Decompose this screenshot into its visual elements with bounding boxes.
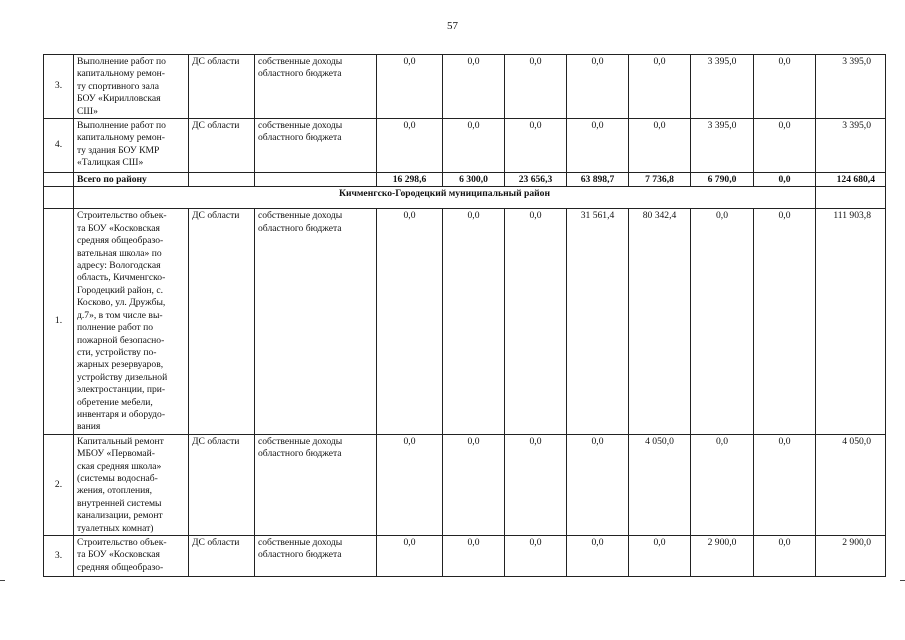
table-row: [44, 119, 886, 173]
value-cell: 23 656,3: [505, 173, 567, 187]
value-cell: 80 342,4: [629, 209, 691, 434]
value-cell: 0,0: [691, 434, 754, 535]
value-cell: 0,0: [505, 209, 567, 434]
value-cell: 0,0: [377, 209, 443, 434]
value-cell: 0,0: [629, 536, 691, 577]
value-cell: 6 300,0: [443, 173, 505, 187]
table-row: [44, 434, 886, 535]
value-cell: 0,0: [377, 55, 443, 119]
value-cell: 0,0: [505, 536, 567, 577]
value-cell: 0,0: [377, 434, 443, 535]
value-cell: 0,0: [443, 55, 505, 119]
budget-table-body: [44, 55, 886, 577]
item-number: 3.: [44, 536, 74, 577]
value-cell: 0,0: [754, 55, 816, 119]
source-cell: собственные доходы областного бюджета: [255, 434, 377, 535]
value-cell: 0,0: [754, 119, 816, 173]
value-cell: 0,0: [443, 434, 505, 535]
value-cell: 0,0: [443, 119, 505, 173]
value-cell: 0,0: [443, 536, 505, 577]
section-blank-cell: [44, 187, 74, 209]
customer-cell: [189, 173, 255, 187]
page-number: 57: [447, 20, 458, 32]
source-cell: собственные доходы областного бюджета: [255, 209, 377, 434]
value-cell: 31 561,4: [567, 209, 629, 434]
value-cell: 0,0: [754, 209, 816, 434]
value-cell: 6 790,0: [691, 173, 754, 187]
total-cell: 3 395,0: [816, 55, 886, 119]
total-cell: 3 395,0: [816, 119, 886, 173]
item-number: 1.: [44, 209, 74, 434]
value-cell: 0,0: [505, 55, 567, 119]
right-edge-mark: [900, 580, 905, 581]
item-name: Строительство объек- та БОУ «Косковская средняя общеобразо-: [74, 536, 189, 577]
table-row: [44, 209, 886, 434]
total-cell: 111 903,8: [816, 209, 886, 434]
total-cell: 124 680,4: [816, 173, 886, 187]
item-number: 3.: [44, 55, 74, 119]
number-cell: [44, 173, 74, 187]
source-cell: собственные доходы областного бюджета: [255, 536, 377, 577]
value-cell: 3 395,0: [691, 119, 754, 173]
total-cell: 4 050,0: [816, 434, 886, 535]
value-cell: 0,0: [443, 209, 505, 434]
item-number: 4.: [44, 119, 74, 173]
value-cell: 0,0: [754, 434, 816, 535]
value-cell: 2 900,0: [691, 536, 754, 577]
table-row: [44, 536, 886, 577]
customer-cell: ДС области: [189, 209, 255, 434]
left-edge-mark: [0, 580, 5, 581]
value-cell: 63 898,7: [567, 173, 629, 187]
item-number: 2.: [44, 434, 74, 535]
source-cell: [255, 173, 377, 187]
value-cell: 0,0: [567, 55, 629, 119]
table-row: [44, 55, 886, 119]
source-cell: собственные доходы областного бюджета: [255, 119, 377, 173]
value-cell: 0,0: [377, 536, 443, 577]
value-cell: 0,0: [629, 119, 691, 173]
customer-cell: ДС области: [189, 434, 255, 535]
total-row: [44, 173, 886, 187]
value-cell: 7 736,8: [629, 173, 691, 187]
value-cell: 3 395,0: [691, 55, 754, 119]
value-cell: 0,0: [754, 536, 816, 577]
value-cell: 0,0: [377, 119, 443, 173]
customer-cell: ДС области: [189, 55, 255, 119]
item-name: Строительство объек- та БОУ «Косковская средняя общеобразо- вательная школа» по адресу: Вологодская область, Кичменгско- Городецкий район, с. Косково, ул. Дружбы, д.7», в том числе вы- полнение работ по пожарной безопасно- сти, устройству по- жарных резервуаров, устройству дизельной электростанции, при- обретение мебели, инвентаря и оборудо- вания: [74, 209, 189, 434]
value-cell: 0,0: [505, 434, 567, 535]
value-cell: 0,0: [567, 119, 629, 173]
value-cell: 0,0: [629, 55, 691, 119]
source-cell: собственные доходы областного бюджета: [255, 55, 377, 119]
value-cell: 4 050,0: [629, 434, 691, 535]
total-cell: 2 900,0: [816, 536, 886, 577]
item-name: Выполнение работ по капитальному ремон- ту здания БОУ КМР «Талицкая СШ»: [74, 119, 189, 173]
value-cell: 0,0: [505, 119, 567, 173]
value-cell: 16 298,6: [377, 173, 443, 187]
item-name: Выполнение работ по капитальному ремон- ту спортивного зала БОУ «Кирилловская СШ»: [74, 55, 189, 119]
value-cell: 0,0: [567, 536, 629, 577]
section-blank-cell: [816, 187, 886, 209]
value-cell: 0,0: [567, 434, 629, 535]
value-cell: 0,0: [754, 173, 816, 187]
budget-table: [43, 54, 886, 577]
item-name: Капитальный ремонт МБОУ «Первомай- ская средняя школа» (системы водоснаб- жения, отопления, внутренней системы канализации, ремонт туалетных комнат): [74, 434, 189, 535]
customer-cell: ДС области: [189, 536, 255, 577]
customer-cell: ДС области: [189, 119, 255, 173]
total-label: Всего по району: [74, 173, 189, 187]
value-cell: 0,0: [691, 209, 754, 434]
section-title: Кичменгско-Городецкий муниципальный район: [74, 187, 816, 209]
section-row: [44, 187, 886, 209]
